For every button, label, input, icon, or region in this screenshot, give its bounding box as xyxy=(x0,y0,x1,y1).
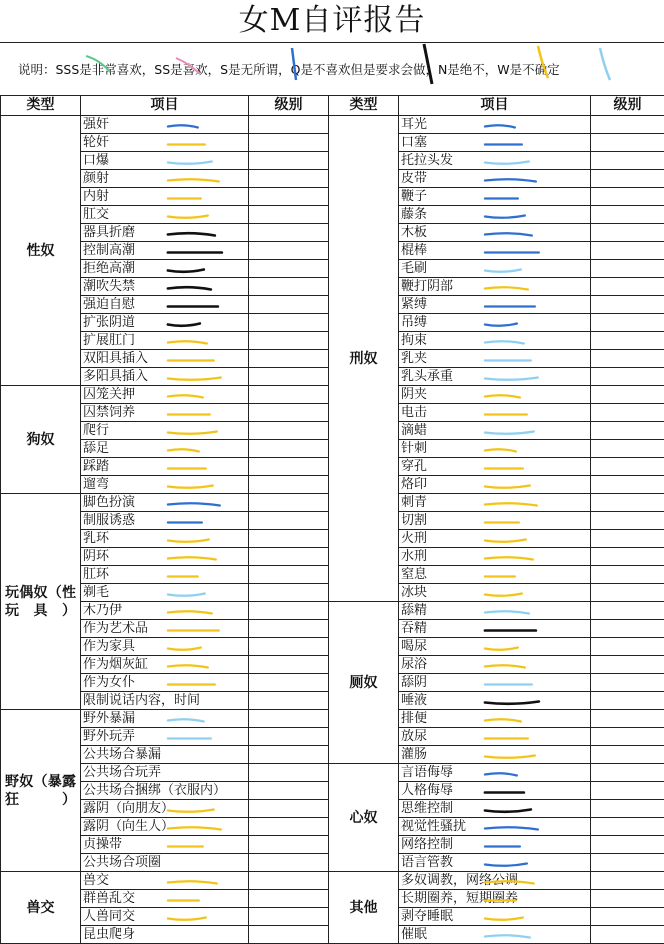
level-cell[interactable] xyxy=(249,134,329,152)
level-cell[interactable] xyxy=(591,746,664,764)
level-cell[interactable] xyxy=(591,476,664,494)
item-cell: 人格侮辱 xyxy=(399,782,591,800)
level-cell[interactable] xyxy=(591,710,664,728)
item-cell: 阴夹 xyxy=(399,386,591,404)
item-cell: 鞭子 xyxy=(399,188,591,206)
category-cell: 其他 xyxy=(329,872,399,944)
item-cell: 鞭打阴部 xyxy=(399,278,591,296)
level-cell[interactable] xyxy=(249,152,329,170)
level-cell[interactable] xyxy=(591,764,664,782)
item-cell: 冰块 xyxy=(399,584,591,602)
table-row xyxy=(329,872,664,890)
item-cell: 野外玩弄 xyxy=(81,728,249,746)
level-cell[interactable] xyxy=(249,548,329,566)
level-cell[interactable] xyxy=(591,638,664,656)
title-divider xyxy=(0,42,664,43)
item-cell: 扩张阴道 xyxy=(81,314,249,332)
level-cell[interactable] xyxy=(591,242,664,260)
item-cell: 公共场合捆绑（衣服内） xyxy=(81,782,249,800)
header-level: 级别 xyxy=(249,96,329,116)
item-cell: 野外暴漏 xyxy=(81,710,249,728)
header-level: 级别 xyxy=(591,96,664,116)
level-cell[interactable] xyxy=(591,314,664,332)
category-cell: 玩偶奴（性玩具） xyxy=(1,494,81,710)
level-cell[interactable] xyxy=(249,242,329,260)
item-cell: 制服诱惑 xyxy=(81,512,249,530)
level-cell[interactable] xyxy=(591,368,664,386)
item-cell: 剥夺睡眠 xyxy=(399,908,591,926)
category-cell: 厕奴 xyxy=(329,602,399,764)
item-cell: 唾液 xyxy=(399,692,591,710)
table-row xyxy=(329,764,664,782)
header-type: 类型 xyxy=(329,96,399,116)
item-cell: 露阴（向朋友） xyxy=(81,800,249,818)
right-rating-table xyxy=(328,95,664,944)
level-cell[interactable] xyxy=(249,260,329,278)
item-cell: 作为烟灰缸 xyxy=(81,656,249,674)
item-cell: 吊缚 xyxy=(399,314,591,332)
level-cell[interactable] xyxy=(249,638,329,656)
level-cell[interactable] xyxy=(591,350,664,368)
legend-description: 说明：SSS是非常喜欢，SS是喜欢，S是无所谓，Q是不喜欢但是要求会做，N是绝不，W是不确定 xyxy=(0,44,664,94)
item-cell: 肛环 xyxy=(81,566,249,584)
item-cell: 群兽乱交 xyxy=(81,890,249,908)
item-cell: 火刑 xyxy=(399,530,591,548)
item-cell: 拘束 xyxy=(399,332,591,350)
level-cell[interactable] xyxy=(249,404,329,422)
item-cell: 公共场合暴漏 xyxy=(81,746,249,764)
level-cell[interactable] xyxy=(591,332,664,350)
item-cell: 肛交 xyxy=(81,206,249,224)
level-cell[interactable] xyxy=(591,296,664,314)
level-cell[interactable] xyxy=(249,386,329,404)
table-row xyxy=(1,710,329,728)
level-cell[interactable] xyxy=(249,350,329,368)
level-cell[interactable] xyxy=(591,116,664,134)
item-cell: 强迫自慰 xyxy=(81,296,249,314)
item-cell: 灌肠 xyxy=(399,746,591,764)
level-cell[interactable] xyxy=(249,314,329,332)
item-cell: 放尿 xyxy=(399,728,591,746)
level-cell[interactable] xyxy=(591,908,664,926)
level-cell[interactable] xyxy=(249,584,329,602)
level-cell[interactable] xyxy=(249,296,329,314)
level-cell[interactable] xyxy=(249,854,329,872)
item-cell: 作为女仆 xyxy=(81,674,249,692)
item-cell: 言语侮辱 xyxy=(399,764,591,782)
level-cell[interactable] xyxy=(591,152,664,170)
item-cell: 吞精 xyxy=(399,620,591,638)
item-cell: 器具折磨 xyxy=(81,224,249,242)
level-cell[interactable] xyxy=(249,908,329,926)
level-cell[interactable] xyxy=(249,782,329,800)
item-cell: 木乃伊 xyxy=(81,602,249,620)
level-cell[interactable] xyxy=(249,818,329,836)
level-cell[interactable] xyxy=(591,224,664,242)
item-cell: 乳环 xyxy=(81,530,249,548)
item-cell: 舔精 xyxy=(399,602,591,620)
level-cell[interactable] xyxy=(591,818,664,836)
item-cell: 口塞 xyxy=(399,134,591,152)
level-cell[interactable] xyxy=(249,116,329,134)
item-cell: 穿孔 xyxy=(399,458,591,476)
item-cell: 爬行 xyxy=(81,422,249,440)
level-cell[interactable] xyxy=(249,476,329,494)
item-cell: 潮吹失禁 xyxy=(81,278,249,296)
category-cell: 刑奴 xyxy=(329,116,399,602)
level-cell[interactable] xyxy=(249,692,329,710)
level-cell[interactable] xyxy=(591,692,664,710)
level-cell[interactable] xyxy=(591,584,664,602)
table-row xyxy=(1,116,329,134)
item-cell: 毛刷 xyxy=(399,260,591,278)
level-cell[interactable] xyxy=(591,602,664,620)
item-cell: 针刺 xyxy=(399,440,591,458)
item-cell: 木板 xyxy=(399,224,591,242)
item-cell: 托拉头发 xyxy=(399,152,591,170)
level-cell[interactable] xyxy=(249,494,329,512)
level-cell[interactable] xyxy=(249,836,329,854)
left-rating-table xyxy=(0,95,329,944)
level-cell[interactable] xyxy=(249,620,329,638)
level-cell[interactable] xyxy=(249,800,329,818)
item-cell: 轮奸 xyxy=(81,134,249,152)
level-cell[interactable] xyxy=(249,674,329,692)
category-cell: 狗奴 xyxy=(1,386,81,494)
item-cell: 尿浴 xyxy=(399,656,591,674)
item-cell: 乳夹 xyxy=(399,350,591,368)
category-cell: 兽交 xyxy=(1,872,81,944)
item-cell: 脚色扮演 xyxy=(81,494,249,512)
item-cell: 作为家具 xyxy=(81,638,249,656)
level-cell[interactable] xyxy=(591,458,664,476)
item-cell: 电击 xyxy=(399,404,591,422)
level-cell[interactable] xyxy=(591,386,664,404)
item-cell: 思维控制 xyxy=(399,800,591,818)
item-cell: 皮带 xyxy=(399,170,591,188)
level-cell[interactable] xyxy=(591,674,664,692)
header-item: 项目 xyxy=(81,96,249,116)
item-cell: 贞操带 xyxy=(81,836,249,854)
page-title: 女M自评报告 xyxy=(0,0,664,42)
item-cell: 拒绝高潮 xyxy=(81,260,249,278)
item-cell: 耳光 xyxy=(399,116,591,134)
header-item: 项目 xyxy=(399,96,591,116)
item-cell: 限制说话内容，时间 xyxy=(81,692,249,710)
level-cell[interactable] xyxy=(591,656,664,674)
item-cell: 长期圈养，短期圈养 xyxy=(399,890,591,908)
level-cell[interactable] xyxy=(591,440,664,458)
table-row xyxy=(1,494,329,512)
item-cell: 剃毛 xyxy=(81,584,249,602)
level-cell[interactable] xyxy=(249,926,329,944)
level-cell[interactable] xyxy=(591,530,664,548)
item-cell: 双阳具插入 xyxy=(81,350,249,368)
level-cell[interactable] xyxy=(591,260,664,278)
level-cell[interactable] xyxy=(591,512,664,530)
item-cell: 烙印 xyxy=(399,476,591,494)
item-cell: 刺青 xyxy=(399,494,591,512)
item-cell: 语言管教 xyxy=(399,854,591,872)
item-cell: 人兽同交 xyxy=(81,908,249,926)
level-cell[interactable] xyxy=(591,170,664,188)
item-cell: 口爆 xyxy=(81,152,249,170)
item-cell: 水刑 xyxy=(399,548,591,566)
item-cell: 囚禁饲养 xyxy=(81,404,249,422)
item-cell: 踩踏 xyxy=(81,458,249,476)
item-cell: 昆虫爬身 xyxy=(81,926,249,944)
level-cell[interactable] xyxy=(591,872,664,890)
item-cell: 滴蜡 xyxy=(399,422,591,440)
item-cell: 棍棒 xyxy=(399,242,591,260)
item-cell: 扩展肛门 xyxy=(81,332,249,350)
level-cell[interactable] xyxy=(591,782,664,800)
item-cell: 乳头承重 xyxy=(399,368,591,386)
level-cell[interactable] xyxy=(591,566,664,584)
item-cell: 窒息 xyxy=(399,566,591,584)
level-cell[interactable] xyxy=(591,620,664,638)
level-cell[interactable] xyxy=(249,206,329,224)
level-cell[interactable] xyxy=(591,836,664,854)
level-cell[interactable] xyxy=(249,566,329,584)
level-cell[interactable] xyxy=(591,548,664,566)
level-cell[interactable] xyxy=(249,872,329,890)
item-cell: 紧缚 xyxy=(399,296,591,314)
level-cell[interactable] xyxy=(249,728,329,746)
table-row xyxy=(1,386,329,404)
level-cell[interactable] xyxy=(591,728,664,746)
item-cell: 露阴（向生人） xyxy=(81,818,249,836)
header-type: 类型 xyxy=(1,96,81,116)
item-cell: 催眠 xyxy=(399,926,591,944)
level-cell[interactable] xyxy=(249,458,329,476)
level-cell[interactable] xyxy=(249,746,329,764)
level-cell[interactable] xyxy=(249,602,329,620)
level-cell[interactable] xyxy=(249,278,329,296)
item-cell: 多阳具插入 xyxy=(81,368,249,386)
item-cell: 舔足 xyxy=(81,440,249,458)
level-cell[interactable] xyxy=(249,710,329,728)
level-cell[interactable] xyxy=(249,224,329,242)
item-cell: 视觉性骚扰 xyxy=(399,818,591,836)
category-cell: 野奴（暴露狂） xyxy=(1,710,81,872)
item-cell: 喝尿 xyxy=(399,638,591,656)
level-cell[interactable] xyxy=(249,368,329,386)
level-cell[interactable] xyxy=(249,440,329,458)
category-cell: 心奴 xyxy=(329,764,399,872)
level-cell[interactable] xyxy=(591,854,664,872)
level-cell[interactable] xyxy=(249,170,329,188)
level-cell[interactable] xyxy=(591,278,664,296)
level-cell[interactable] xyxy=(249,332,329,350)
level-cell[interactable] xyxy=(591,188,664,206)
item-cell: 公共场合项圈 xyxy=(81,854,249,872)
level-cell[interactable] xyxy=(591,926,664,944)
level-cell[interactable] xyxy=(249,890,329,908)
table-row xyxy=(329,602,664,620)
item-cell: 兽交 xyxy=(81,872,249,890)
level-cell[interactable] xyxy=(249,512,329,530)
item-cell: 阴环 xyxy=(81,548,249,566)
level-cell[interactable] xyxy=(249,188,329,206)
level-cell[interactable] xyxy=(591,890,664,908)
level-cell[interactable] xyxy=(591,800,664,818)
item-cell: 排便 xyxy=(399,710,591,728)
item-cell: 切割 xyxy=(399,512,591,530)
level-cell[interactable] xyxy=(591,494,664,512)
level-cell[interactable] xyxy=(591,206,664,224)
item-cell: 多奴调教，网络公调 xyxy=(399,872,591,890)
table-row xyxy=(1,872,329,890)
item-cell: 内射 xyxy=(81,188,249,206)
item-cell: 网络控制 xyxy=(399,836,591,854)
item-cell: 囚笼关押 xyxy=(81,386,249,404)
level-cell[interactable] xyxy=(591,134,664,152)
level-cell[interactable] xyxy=(591,422,664,440)
table-row xyxy=(329,116,664,134)
item-cell: 颜射 xyxy=(81,170,249,188)
item-cell: 控制高潮 xyxy=(81,242,249,260)
item-cell: 强奸 xyxy=(81,116,249,134)
level-cell[interactable] xyxy=(249,764,329,782)
level-cell[interactable] xyxy=(591,404,664,422)
item-cell: 遛弯 xyxy=(81,476,249,494)
item-cell: 作为艺术品 xyxy=(81,620,249,638)
item-cell: 藤条 xyxy=(399,206,591,224)
level-cell[interactable] xyxy=(249,530,329,548)
level-cell[interactable] xyxy=(249,656,329,674)
category-cell: 性奴 xyxy=(1,116,81,386)
level-cell[interactable] xyxy=(249,422,329,440)
item-cell: 舔阴 xyxy=(399,674,591,692)
item-cell: 公共场合玩弄 xyxy=(81,764,249,782)
